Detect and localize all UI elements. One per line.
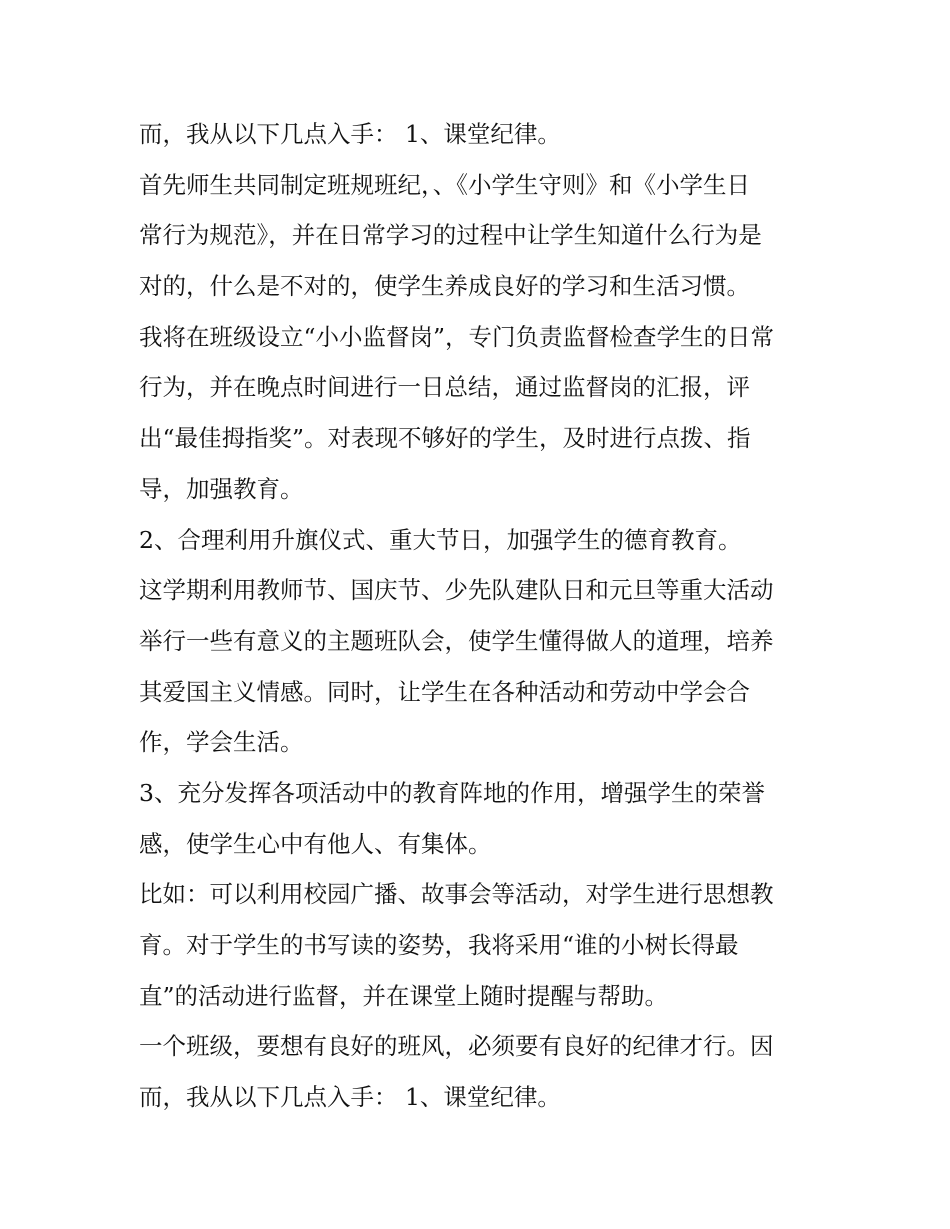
paragraph-point-2-heading bbox=[139, 515, 819, 566]
text-line: 而，我从以下几点入手： 1、课堂纪律。 bbox=[139, 120, 561, 148]
text-line: 育。对于学生的书写读的姿势，我将采用“谁的小树长得最 bbox=[139, 931, 739, 959]
text-line: 举行一些有意义的主题班队会，使学生懂得做人的道理，培养 bbox=[139, 626, 774, 655]
paragraph-example-activities bbox=[139, 869, 819, 1021]
paragraph-class-rules bbox=[139, 160, 819, 312]
paragraph-point-3-heading bbox=[139, 768, 819, 869]
text-line: 一个班级，要想有良好的班风，必须要有良好的纪律才行。因 bbox=[139, 1032, 774, 1061]
text-line: 作，学会生活。 bbox=[139, 728, 304, 757]
text-line: 这学期利用教师节、国庆节、少先队建队日和元旦等重大活动 bbox=[139, 576, 774, 605]
text-line: 首先师生共同制定班规班纪，、《小学生守则》和《小学生日 bbox=[139, 170, 750, 199]
paragraph-intro-continuation bbox=[139, 109, 819, 160]
text-line: 导，加强教育。 bbox=[139, 474, 304, 503]
text-line: 2、合理利用升旗仪式、重大节日，加强学生的德育教育。 bbox=[139, 525, 742, 554]
text-line: 3、充分发挥各项活动中的教育阵地的作用，增强学生的荣誉 bbox=[139, 778, 765, 807]
text-line: 对的，什么是不对的，使学生养成良好的学习和生活习惯。 bbox=[139, 272, 750, 301]
text-line: 直”的活动进行监督，并在课堂上随时提醒与帮助。 bbox=[139, 981, 669, 1010]
paragraph-festival-activities bbox=[139, 565, 819, 768]
paragraph-class-discipline bbox=[139, 1021, 819, 1122]
paragraph-supervision-post bbox=[139, 312, 819, 515]
text-line: 出“最佳拇指奖”。对表现不够好的学生，及时进行点拨、指 bbox=[139, 424, 751, 453]
text-line: 行为，并在晚点时间进行一日总结，通过监督岗的汇报，评 bbox=[139, 373, 750, 402]
text-line: 而，我从以下几点入手： 1、课堂纪律。 bbox=[139, 1083, 561, 1112]
text-line: 感，使学生心中有他人、有集体。 bbox=[139, 829, 492, 858]
text-line: 常行为规范》，并在日常学习的过程中让学生知道什么行为是 bbox=[139, 221, 762, 250]
text-line: 比如：可以利用校园广播、故事会等活动，对学生进行思想教 bbox=[139, 880, 774, 909]
document-body bbox=[139, 109, 819, 1123]
text-line: 其爱国主义情感。同时，让学生在各种活动和劳动中学会合 bbox=[139, 677, 750, 706]
text-line: 我将在班级设立“小小监督岗”，专门负责监督检查学生的日常 bbox=[139, 322, 775, 351]
